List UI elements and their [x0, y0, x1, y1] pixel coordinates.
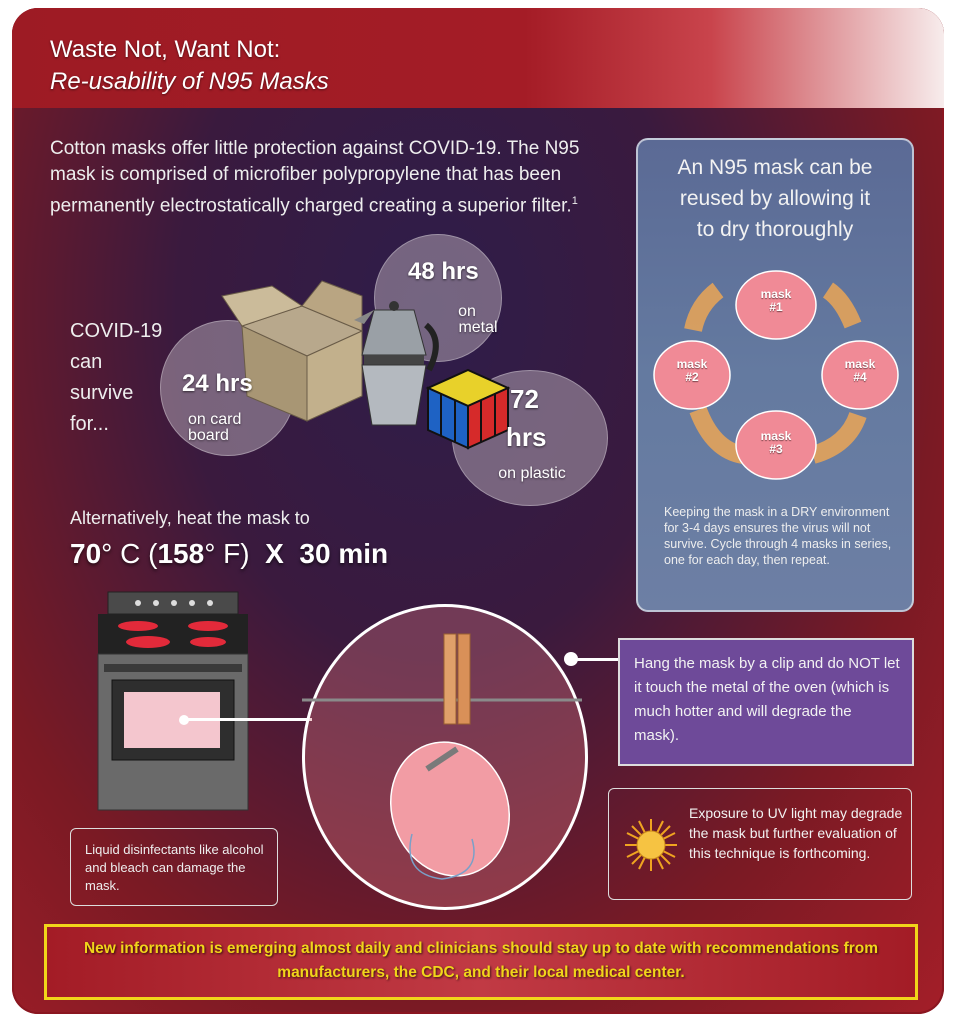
- title-line-1: Waste Not, Want Not:: [50, 36, 281, 63]
- footnote-marker: 1: [571, 195, 578, 207]
- mask-label-number: #1: [769, 300, 783, 314]
- footer-text: New information is emerging almost daily and clinicians should stay up to date with recommendations from manufacturers, the CDC, and their local medical center.: [83, 940, 879, 981]
- unit-fahrenheit: ° F): [204, 538, 250, 569]
- mask-label-text: mask: [760, 429, 792, 443]
- mask-label-number: #3: [769, 442, 783, 456]
- survive-lead-line: for...: [70, 413, 109, 435]
- plastic-duration-line-2: hrs: [506, 422, 547, 452]
- hang-instruction-text: Hang the mask by a clip and do NOT let it touch the metal of the oven (which is much hotter and will degrade the mask).: [634, 655, 900, 744]
- cardboard-surface-line-2: board: [188, 427, 229, 444]
- temp-fahrenheit: 158: [157, 538, 205, 569]
- mask-label-text: mask: [676, 357, 708, 371]
- reuse-panel: [636, 138, 914, 612]
- sun-icon: [623, 817, 679, 873]
- reuse-title-line: reused by allowing it: [679, 187, 871, 210]
- oven-connector-line: [186, 718, 312, 721]
- hang-instruction-box: [618, 638, 914, 766]
- mask-label-text: mask: [760, 287, 792, 301]
- hang-connector-line: [572, 658, 620, 661]
- mask-4-label: [830, 358, 890, 384]
- liquid-note-box: [70, 828, 278, 906]
- survive-lead: [70, 316, 162, 440]
- metal-surface-line-2: metal: [458, 319, 498, 336]
- mask-label-number: #2: [685, 370, 699, 384]
- mask-label-text: mask: [844, 357, 876, 371]
- plastic-duration-line-1: 72: [510, 384, 539, 414]
- cycle-arrow: [828, 290, 853, 325]
- cycle-arrow: [813, 415, 858, 455]
- mask-2-label: [662, 358, 722, 384]
- survive-lead-line: can: [70, 351, 103, 373]
- oven-icon: [98, 592, 258, 812]
- mask-label-number: #4: [853, 370, 867, 384]
- temp-celsius: 70: [70, 538, 102, 569]
- mask-1-label: [746, 288, 806, 314]
- survive-lead-line: survive: [70, 382, 134, 404]
- intro-paragraph: [50, 136, 610, 219]
- cardboard-duration: 24 hrs: [182, 370, 253, 397]
- survive-lead-line: COVID-19: [70, 320, 163, 342]
- heat-duration: 30 min: [299, 538, 389, 569]
- footer-banner: [44, 924, 918, 1000]
- plastic-surface-label: on plastic: [498, 465, 566, 482]
- heat-lead: Alternatively, heat the mask to: [70, 508, 310, 528]
- hang-connector-dot: [564, 652, 578, 666]
- cycle-arrow: [693, 290, 718, 330]
- heat-instruction: [70, 538, 388, 570]
- reuse-title-line: to dry thoroughly: [696, 218, 854, 241]
- reuse-caption: Keeping the mask in a DRY environment for 3-4 days ensures the virus will not survive. Cycle through 4 masks in series, one for each day, then repeat.: [664, 505, 892, 567]
- mask-3-label: [746, 430, 806, 456]
- reuse-title-line: An N95 mask can be: [677, 156, 873, 179]
- header-banner: [12, 8, 944, 108]
- hanging-mask-illustration: [302, 604, 582, 904]
- infographic-poster: [12, 8, 944, 1014]
- reuse-title: [638, 152, 912, 245]
- title-line-2: Re-usability of N95 Masks: [50, 68, 329, 95]
- rubiks-cube-icon: [428, 370, 508, 450]
- uv-note-box: [608, 788, 912, 900]
- unit-celsius: ° C (: [101, 538, 158, 569]
- metal-duration: 48 hrs: [408, 258, 479, 285]
- intro-text: Cotton masks offer little protection against COVID-19. The N95 mask is comprised of microfiber polypropylene that has been permanently electrostatically charged creating a superior filter.: [50, 138, 580, 217]
- uv-note-text: Exposure to UV light may degrade the mask but further evaluation of this technique is forthcoming.: [689, 805, 903, 861]
- times-sign: X: [265, 538, 284, 569]
- metal-surface-line-1: on: [458, 303, 476, 320]
- liquid-note-text: Liquid disinfectants like alcohol and bleach can damage the mask.: [85, 842, 264, 893]
- cardboard-surface-line-1: on card: [188, 411, 242, 428]
